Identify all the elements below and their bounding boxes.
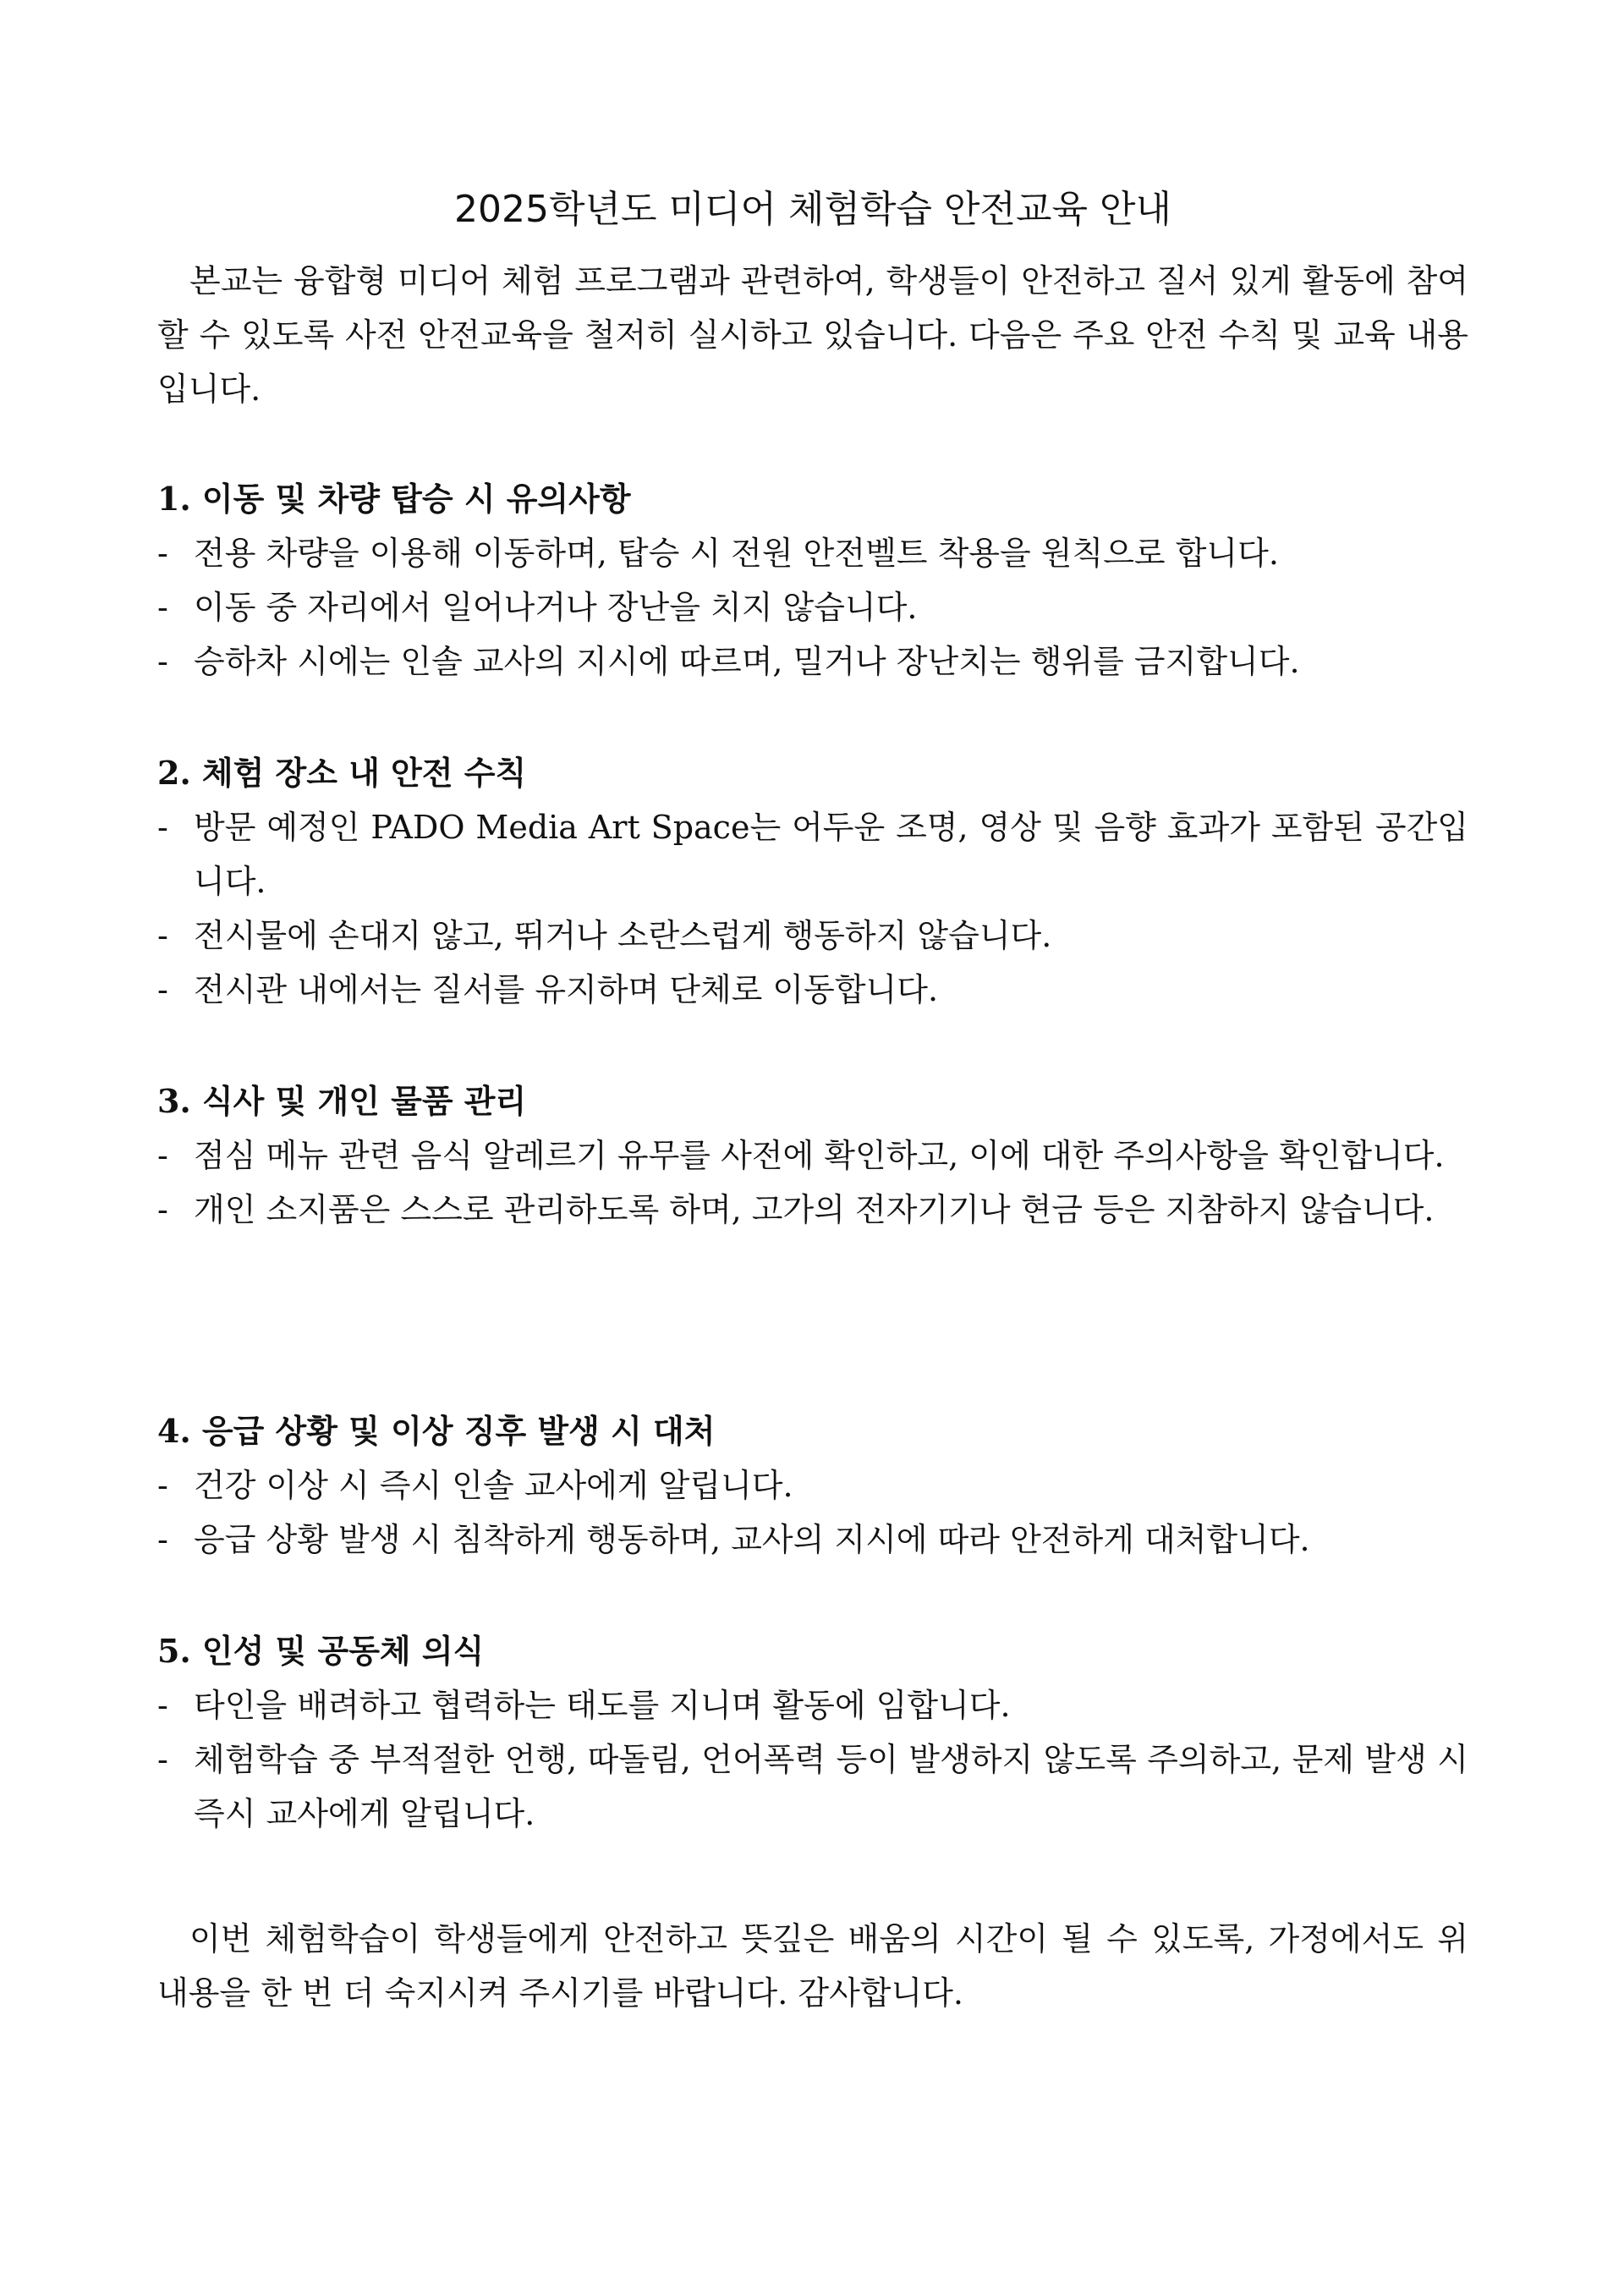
list-item-text: 승하차 시에는 인솔 교사의 지시에 따르며, 밀거나 장난치는 행위를 금지합니다. (194, 643, 1300, 680)
section-heading: 2. 체험 장소 내 안전 수칙 (157, 754, 527, 792)
bullet-dash: - (157, 917, 168, 954)
list-item-text: 전시관 내에서는 질서를 유지하며 단체로 이동합니다. (194, 971, 939, 1008)
bullet-dash: - (157, 1467, 168, 1504)
section-emergency (157, 1404, 1468, 1567)
bullet-dash: - (157, 809, 168, 846)
list-item (157, 1128, 1468, 1183)
list-item (157, 800, 1468, 909)
section-heading: 3. 식사 및 개인 물품 관리 (157, 1082, 527, 1120)
bullet-dash: - (157, 589, 168, 626)
bullet-dash: - (157, 971, 168, 1008)
list-item-text: 방문 예정인 PADO Media Art Space는 어두운 조명, 영상 및 음향 효과가 포함된 공간입니다. (194, 809, 1468, 900)
list-item-text: 건강 이상 시 즉시 인솔 교사에게 알립니다. (194, 1467, 793, 1504)
list-item (157, 634, 1468, 689)
section-venue-safety (157, 746, 1468, 1017)
list-item-text: 응급 상황 발생 시 침착하게 행동하며, 교사의 지시에 따라 안전하게 대처합니다. (194, 1521, 1310, 1558)
section-heading: 5. 인성 및 공동체 의식 (157, 1632, 485, 1670)
section-heading: 1. 이동 및 차량 탑승 시 유의사항 (157, 480, 631, 518)
section-transport (157, 472, 1468, 689)
closing-paragraph: 이번 체험학습이 학생들에게 안전하고 뜻깊은 배움의 시간이 될 수 있도록, 가정에서도 위 내용을 한 번 더 숙지시켜 주시기를 바랍니다. 감사합니다. (157, 1920, 1468, 2012)
list-item-text: 전용 차량을 이용해 이동하며, 탑승 시 전원 안전벨트 착용을 원칙으로 합니다. (194, 535, 1279, 572)
list-item (157, 909, 1468, 963)
list-item (157, 1513, 1468, 1567)
section-meals-belongings (157, 1074, 1468, 1237)
list-item (157, 1732, 1468, 1841)
bullet-dash: - (157, 1521, 168, 1558)
list-item-text: 개인 소지품은 스스로 관리하도록 하며, 고가의 전자기기나 현금 등은 지참하지 않습니다. (194, 1191, 1435, 1228)
bullet-dash: - (157, 643, 168, 680)
list-item (157, 963, 1468, 1017)
bullet-dash: - (157, 1687, 168, 1724)
list-item (157, 580, 1468, 634)
bullet-dash: - (157, 535, 168, 572)
intro-paragraph: 본교는 융합형 미디어 체험 프로그램과 관련하여, 학생들이 안전하고 질서 있게 활동에 참여할 수 있도록 사전 안전교육을 철저히 실시하고 있습니다. 다음은 주요 안전 수칙 및 교육 내용입니다. (157, 262, 1468, 408)
bullet-dash: - (157, 1741, 168, 1778)
document-title: 2025학년도 미디어 체험학습 안전교육 안내 (454, 188, 1171, 231)
list-item (157, 526, 1468, 580)
list-item (157, 1458, 1468, 1513)
bullet-dash: - (157, 1137, 168, 1174)
list-item-text: 전시물에 손대지 않고, 뛰거나 소란스럽게 행동하지 않습니다. (194, 917, 1052, 954)
list-item-text: 체험학습 중 부적절한 언행, 따돌림, 언어폭력 등이 발생하지 않도록 주의하고, 문제 발생 시 즉시 교사에게 알립니다. (194, 1741, 1468, 1832)
list-item (157, 1678, 1468, 1732)
bullet-dash: - (157, 1191, 168, 1228)
section-character-community (157, 1624, 1468, 1841)
section-heading: 4. 응급 상황 및 이상 징후 발생 시 대처 (157, 1412, 716, 1450)
list-item-text: 점심 메뉴 관련 음식 알레르기 유무를 사전에 확인하고, 이에 대한 주의사항을 확인합니다. (194, 1137, 1445, 1174)
list-item (157, 1183, 1468, 1237)
list-item-text: 이동 중 자리에서 일어나거나 장난을 치지 않습니다. (194, 589, 918, 626)
list-item-text: 타인을 배려하고 협력하는 태도를 지니며 활동에 임합니다. (194, 1687, 1011, 1724)
